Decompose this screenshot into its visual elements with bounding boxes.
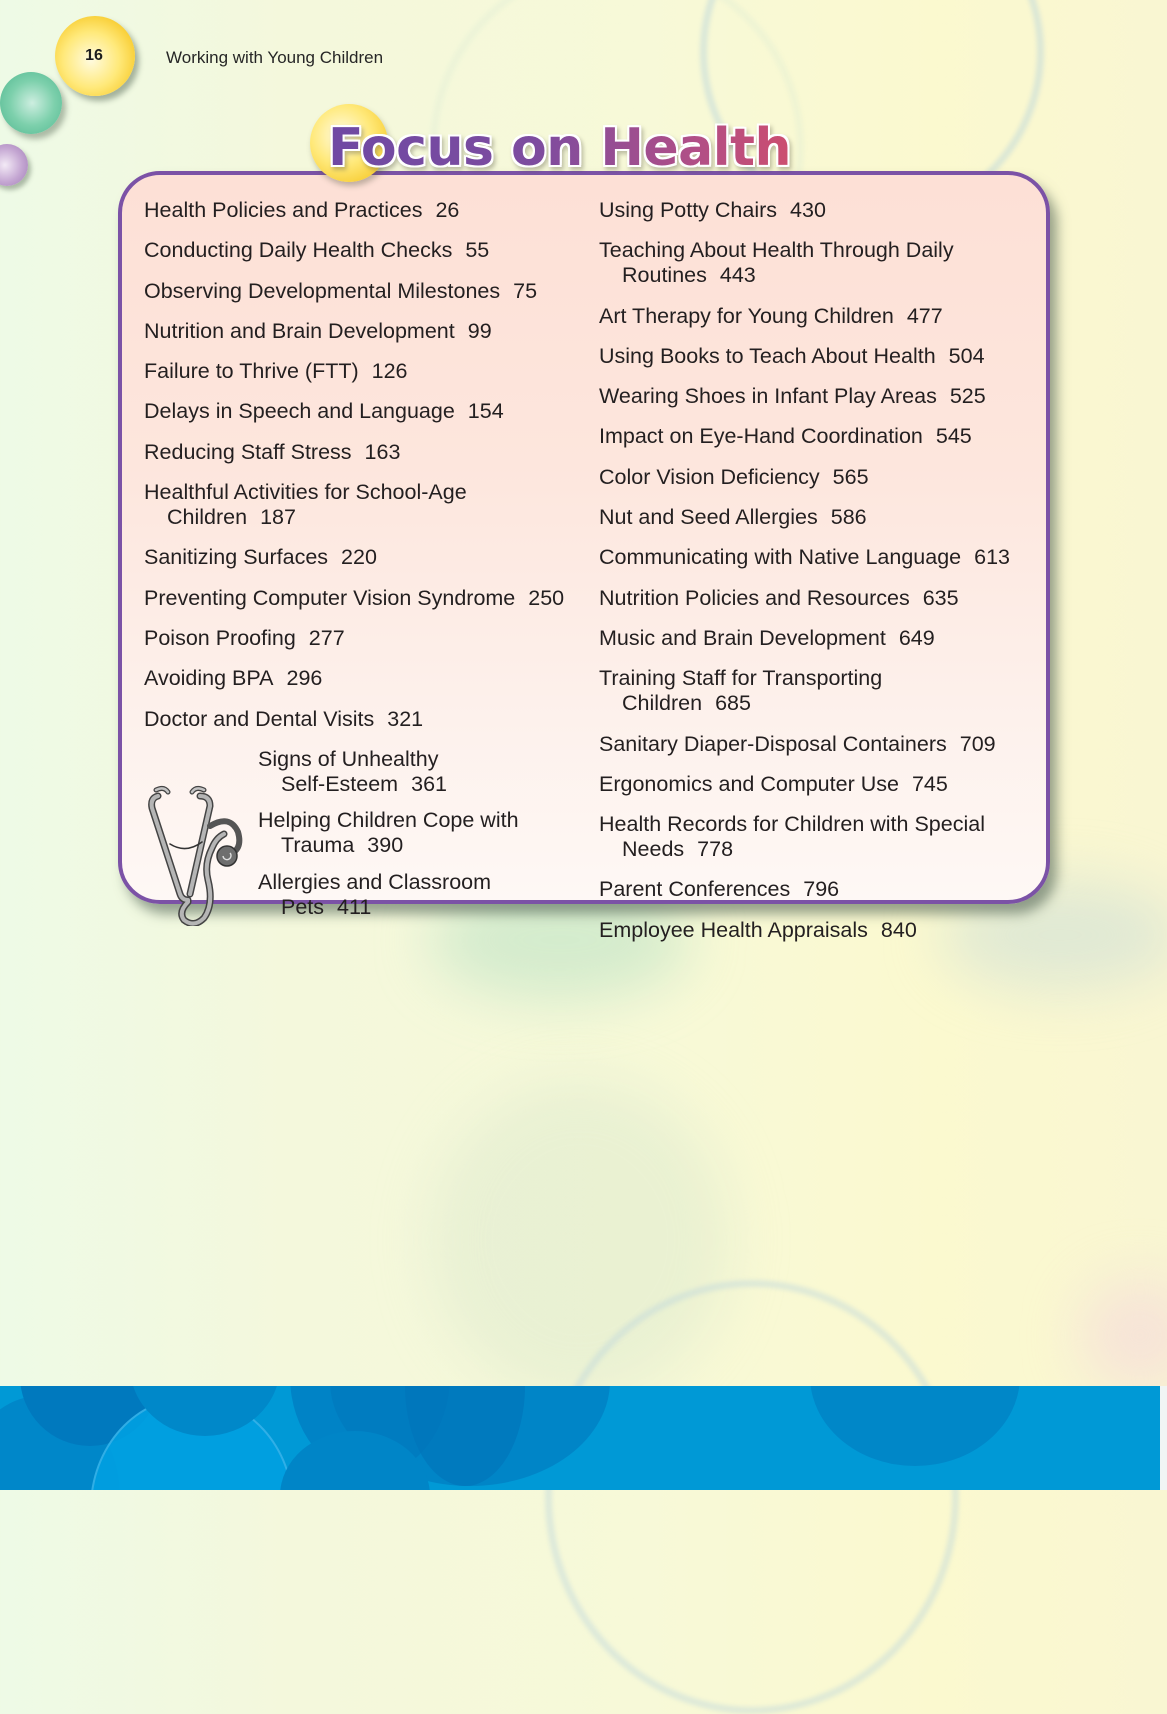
page-ref: 477 (906, 303, 943, 328)
page-ref: 126 (371, 359, 408, 384)
decorative-purple-ball (0, 144, 28, 186)
list-item: Training Staff for Transporting Children 685 (599, 666, 883, 716)
list-item: Helping Children Cope with Trauma 390 (258, 808, 519, 858)
page-ref: 411 (337, 894, 372, 919)
list-item: Doctor and Dental Visits 321 (144, 706, 424, 731)
page-ref: 187 (260, 505, 296, 530)
page-number: 16 (85, 47, 103, 64)
list-item: Parent Conferences 796 (599, 877, 840, 902)
background-blob (1080, 1280, 1167, 1390)
list-item: Nutrition and Brain Development 99 (144, 318, 492, 343)
page-ref: 321 (387, 706, 424, 731)
list-item: Sanitizing Surfaces 220 (144, 545, 377, 570)
list-item: Sanitary Diaper-Disposal Containers 709 (599, 731, 996, 756)
page-ref: 778 (697, 837, 734, 862)
page-ref: 443 (719, 263, 756, 288)
stethoscope-icon (144, 784, 244, 926)
band-circle (810, 1386, 1020, 1466)
list-item: Allergies and Classroom Pets 411 (258, 869, 492, 919)
page-ref: 163 (364, 439, 401, 464)
list-item: Teaching About Health Through Daily Routines 443 (599, 238, 954, 288)
right-column (599, 197, 1039, 957)
list-item: Failure to Thrive (FTT) 126 (144, 359, 408, 384)
page-ref: 390 (367, 833, 404, 858)
list-item: Health Policies and Practices 26 (144, 198, 460, 222)
page-ref: 250 (528, 585, 565, 610)
page-ref: 55 (465, 238, 490, 263)
page-ref: 525 (949, 384, 986, 409)
page-ref: 649 (898, 625, 935, 650)
page-ref: 75 (513, 278, 538, 303)
list-item: Employee Health Appraisals 840 (599, 917, 917, 942)
list-item: Impact on Eye-Hand Coordination 545 (599, 424, 972, 449)
list-item: Avoiding BPA 296 (144, 666, 323, 691)
decorative-green-ball (0, 72, 62, 134)
list-item: Signs of Unhealthy Self-Esteem 361 (258, 746, 447, 796)
page-ref: 99 (467, 318, 492, 343)
list-item: Using Potty Chairs 430 (599, 198, 826, 222)
list-item: Healthful Activities for School-Age Children 187 (144, 480, 467, 530)
list-item: Using Books to Teach About Health 504 (599, 343, 985, 368)
page-ref: 685 (715, 691, 751, 716)
page-ref: 635 (922, 585, 959, 610)
page-ref: 361 (411, 771, 447, 796)
page-ref: 709 (959, 731, 996, 756)
running-head: Working with Young Children (166, 48, 384, 67)
page-ref: 613 (974, 545, 1010, 570)
list-item: Nutrition Policies and Resources 635 (599, 585, 959, 610)
list-item: Preventing Computer Vision Syndrome 250 (144, 585, 565, 610)
list-item: Wearing Shoes in Infant Play Areas 525 (599, 384, 986, 409)
list-item: Delays in Speech and Language 154 (144, 399, 504, 424)
page-ref: 545 (935, 424, 972, 449)
list-item: Communicating with Native Language 613 (599, 545, 1010, 570)
list-item: Reducing Staff Stress 163 (144, 439, 401, 464)
page-ref: 26 (435, 198, 460, 222)
list-item: Nut and Seed Allergies 586 (599, 505, 867, 530)
page-ref: 296 (286, 666, 323, 691)
page-ref: 277 (308, 625, 345, 650)
page-ref: 796 (803, 877, 840, 902)
stethoscope-entries (144, 746, 594, 921)
page-number-badge (55, 16, 135, 96)
page-ref: 586 (830, 505, 867, 530)
page-edge (1160, 1386, 1167, 1490)
list-item: Art Therapy for Young Children 477 (599, 303, 943, 328)
page-ref: 565 (832, 464, 869, 489)
list-item: Conducting Daily Health Checks 55 (144, 238, 490, 263)
list-item: Observing Developmental Milestones 75 (144, 278, 538, 303)
page-ref: 745 (911, 771, 948, 796)
list-item: Poison Proofing 277 (144, 625, 345, 650)
list-item: Music and Brain Development 649 (599, 625, 935, 650)
left-column (144, 197, 594, 930)
feature-title: Focus on Health (328, 118, 791, 178)
list-item: Health Records for Children with Special Needs 778 (599, 812, 985, 862)
page-ref: 504 (948, 343, 985, 368)
background-ring (545, 1280, 959, 1714)
focus-on-health-box (118, 171, 1050, 942)
page-ref: 154 (467, 399, 504, 424)
page-ref: 430 (790, 198, 826, 222)
page-ref: 840 (880, 917, 917, 942)
list-item: Ergonomics and Computer Use 745 (599, 771, 948, 796)
page-ref: 220 (341, 545, 377, 570)
bottom-decorative-band (0, 1386, 1160, 1490)
list-item: Color Vision Deficiency 565 (599, 464, 869, 489)
